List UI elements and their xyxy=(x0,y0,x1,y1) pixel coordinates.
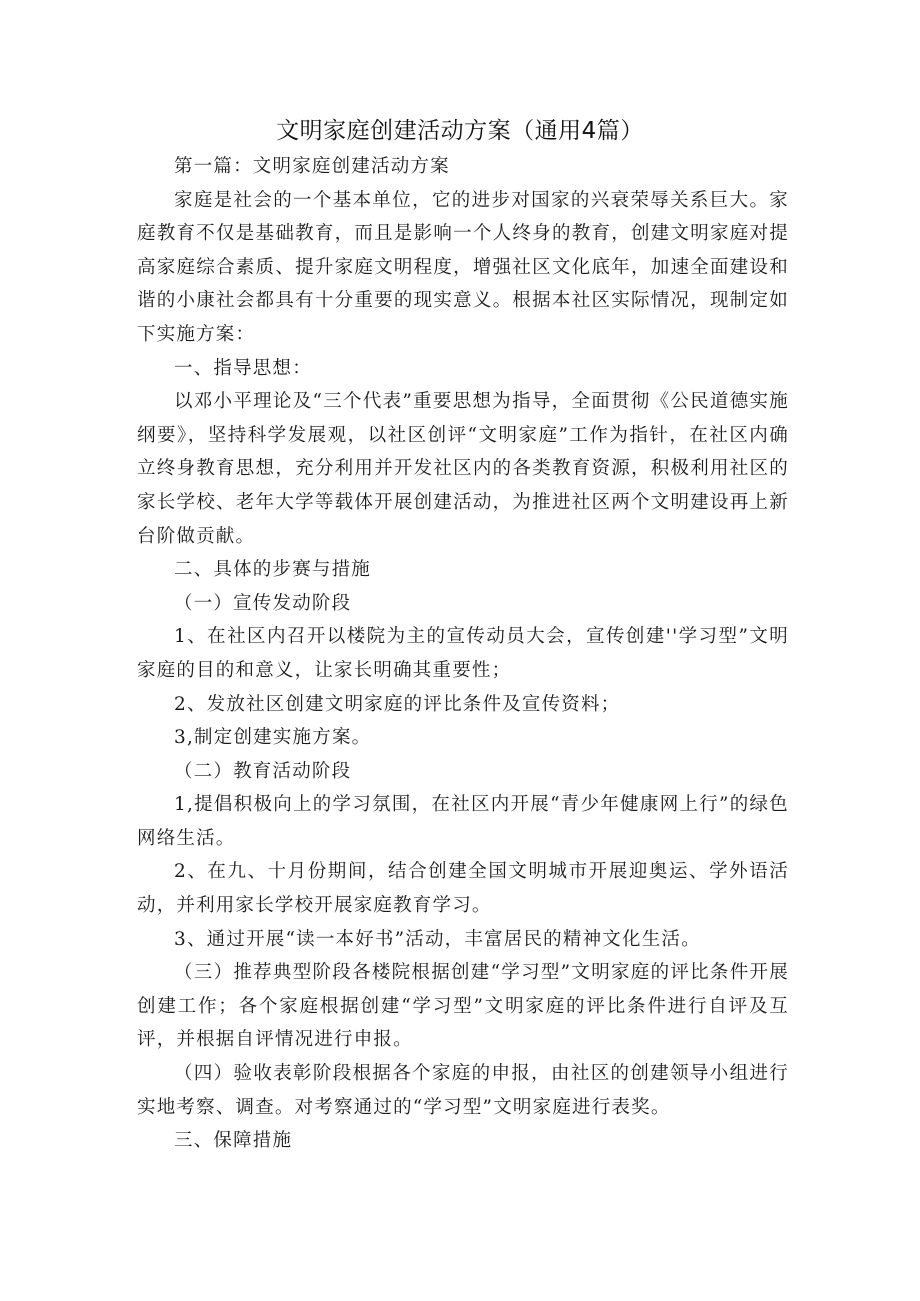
acceptance-stage-paragraph: （四）验收表彰阶段根据各个家庭的申报，由社区的创建领导小组进行实地考察、调查。对考察通过的“学习型”文明家庭进行表奖。 xyxy=(137,1063,789,1118)
education-item-1: 1,提倡积极向上的学习氛围，在社区内开展“青少年健康网上行”的绿色网络生活。 xyxy=(137,794,789,849)
heading-guiding-ideology: 一、指导思想： xyxy=(174,357,312,379)
education-item-3: 3、通过开展“读一本好书”活动，丰富居民的精神文化生活。 xyxy=(174,928,701,950)
education-item-2: 2、在九、十月份期间，结合创建全国文明城市开展迎奥运、学外语活动，并利用家长学校开展家庭教育学习。 xyxy=(137,861,789,917)
subheading-education-stage: （二）教育活动阶段 xyxy=(174,760,352,782)
section-subtitle: 第一篇：文明家庭创建活动方案 xyxy=(174,156,450,177)
publicity-item-1: 1、在社区内召开以楼院为主的宣传动员大会，宣传创建''学习型”文明家庭的目的和意义，让家长明确其重要性； xyxy=(137,626,789,681)
publicity-item-2: 2、发放社区创建文明家庭的评比条件及宣传资料； xyxy=(174,693,621,715)
publicity-item-3: 3,制定创建实施方案。 xyxy=(174,727,372,749)
document-title: 文明家庭创建活动方案（通用4篇） xyxy=(276,118,644,144)
document-body xyxy=(137,150,789,1158)
subheading-publicity-stage: （一）宣传发动阶段 xyxy=(174,592,352,614)
heading-steps-measures: 二、具体的步赛与措施 xyxy=(174,559,372,581)
heading-safeguard-measures: 三、保障措施 xyxy=(174,1130,293,1152)
recommendation-stage-paragraph: （三）推荐典型阶段各楼院根据创建“学习型”文明家庭的评比条件开展创建工作；各个家庭根据创建“学习型”文明家庭的评比条件进行自评及互评，并根据自评情况进行申报。 xyxy=(137,962,789,1051)
intro-paragraph: 家庭是社会的一个基本单位，它的进步对国家的兴衰荣辱关系巨大。家庭教育不仅是基础教育，而且是影响一个人终身的教育，创建文明家庭对提高家庭综合素质、提升家庭文明程度，增强社区文化底年，加速全面建设和谐的小康社会都具有十分重要的现实意义。根据本社区实际情况，现制定如下实施方案： xyxy=(137,189,789,345)
guiding-ideology-paragraph: 以邓小平理论及“三个代表”重要思想为指导，全面贯彻《公民道德实施纲要》，坚持科学发展观，以社区创评“文明家庭”工作为指针，在社区内确立终身教育思想，充分利用并开发社区内的各类教育资源，积极利用社区的家长学校、老年大学等载体开展创建活动，为推进社区两个文明建设再上新台阶做贡献。 xyxy=(137,391,789,547)
